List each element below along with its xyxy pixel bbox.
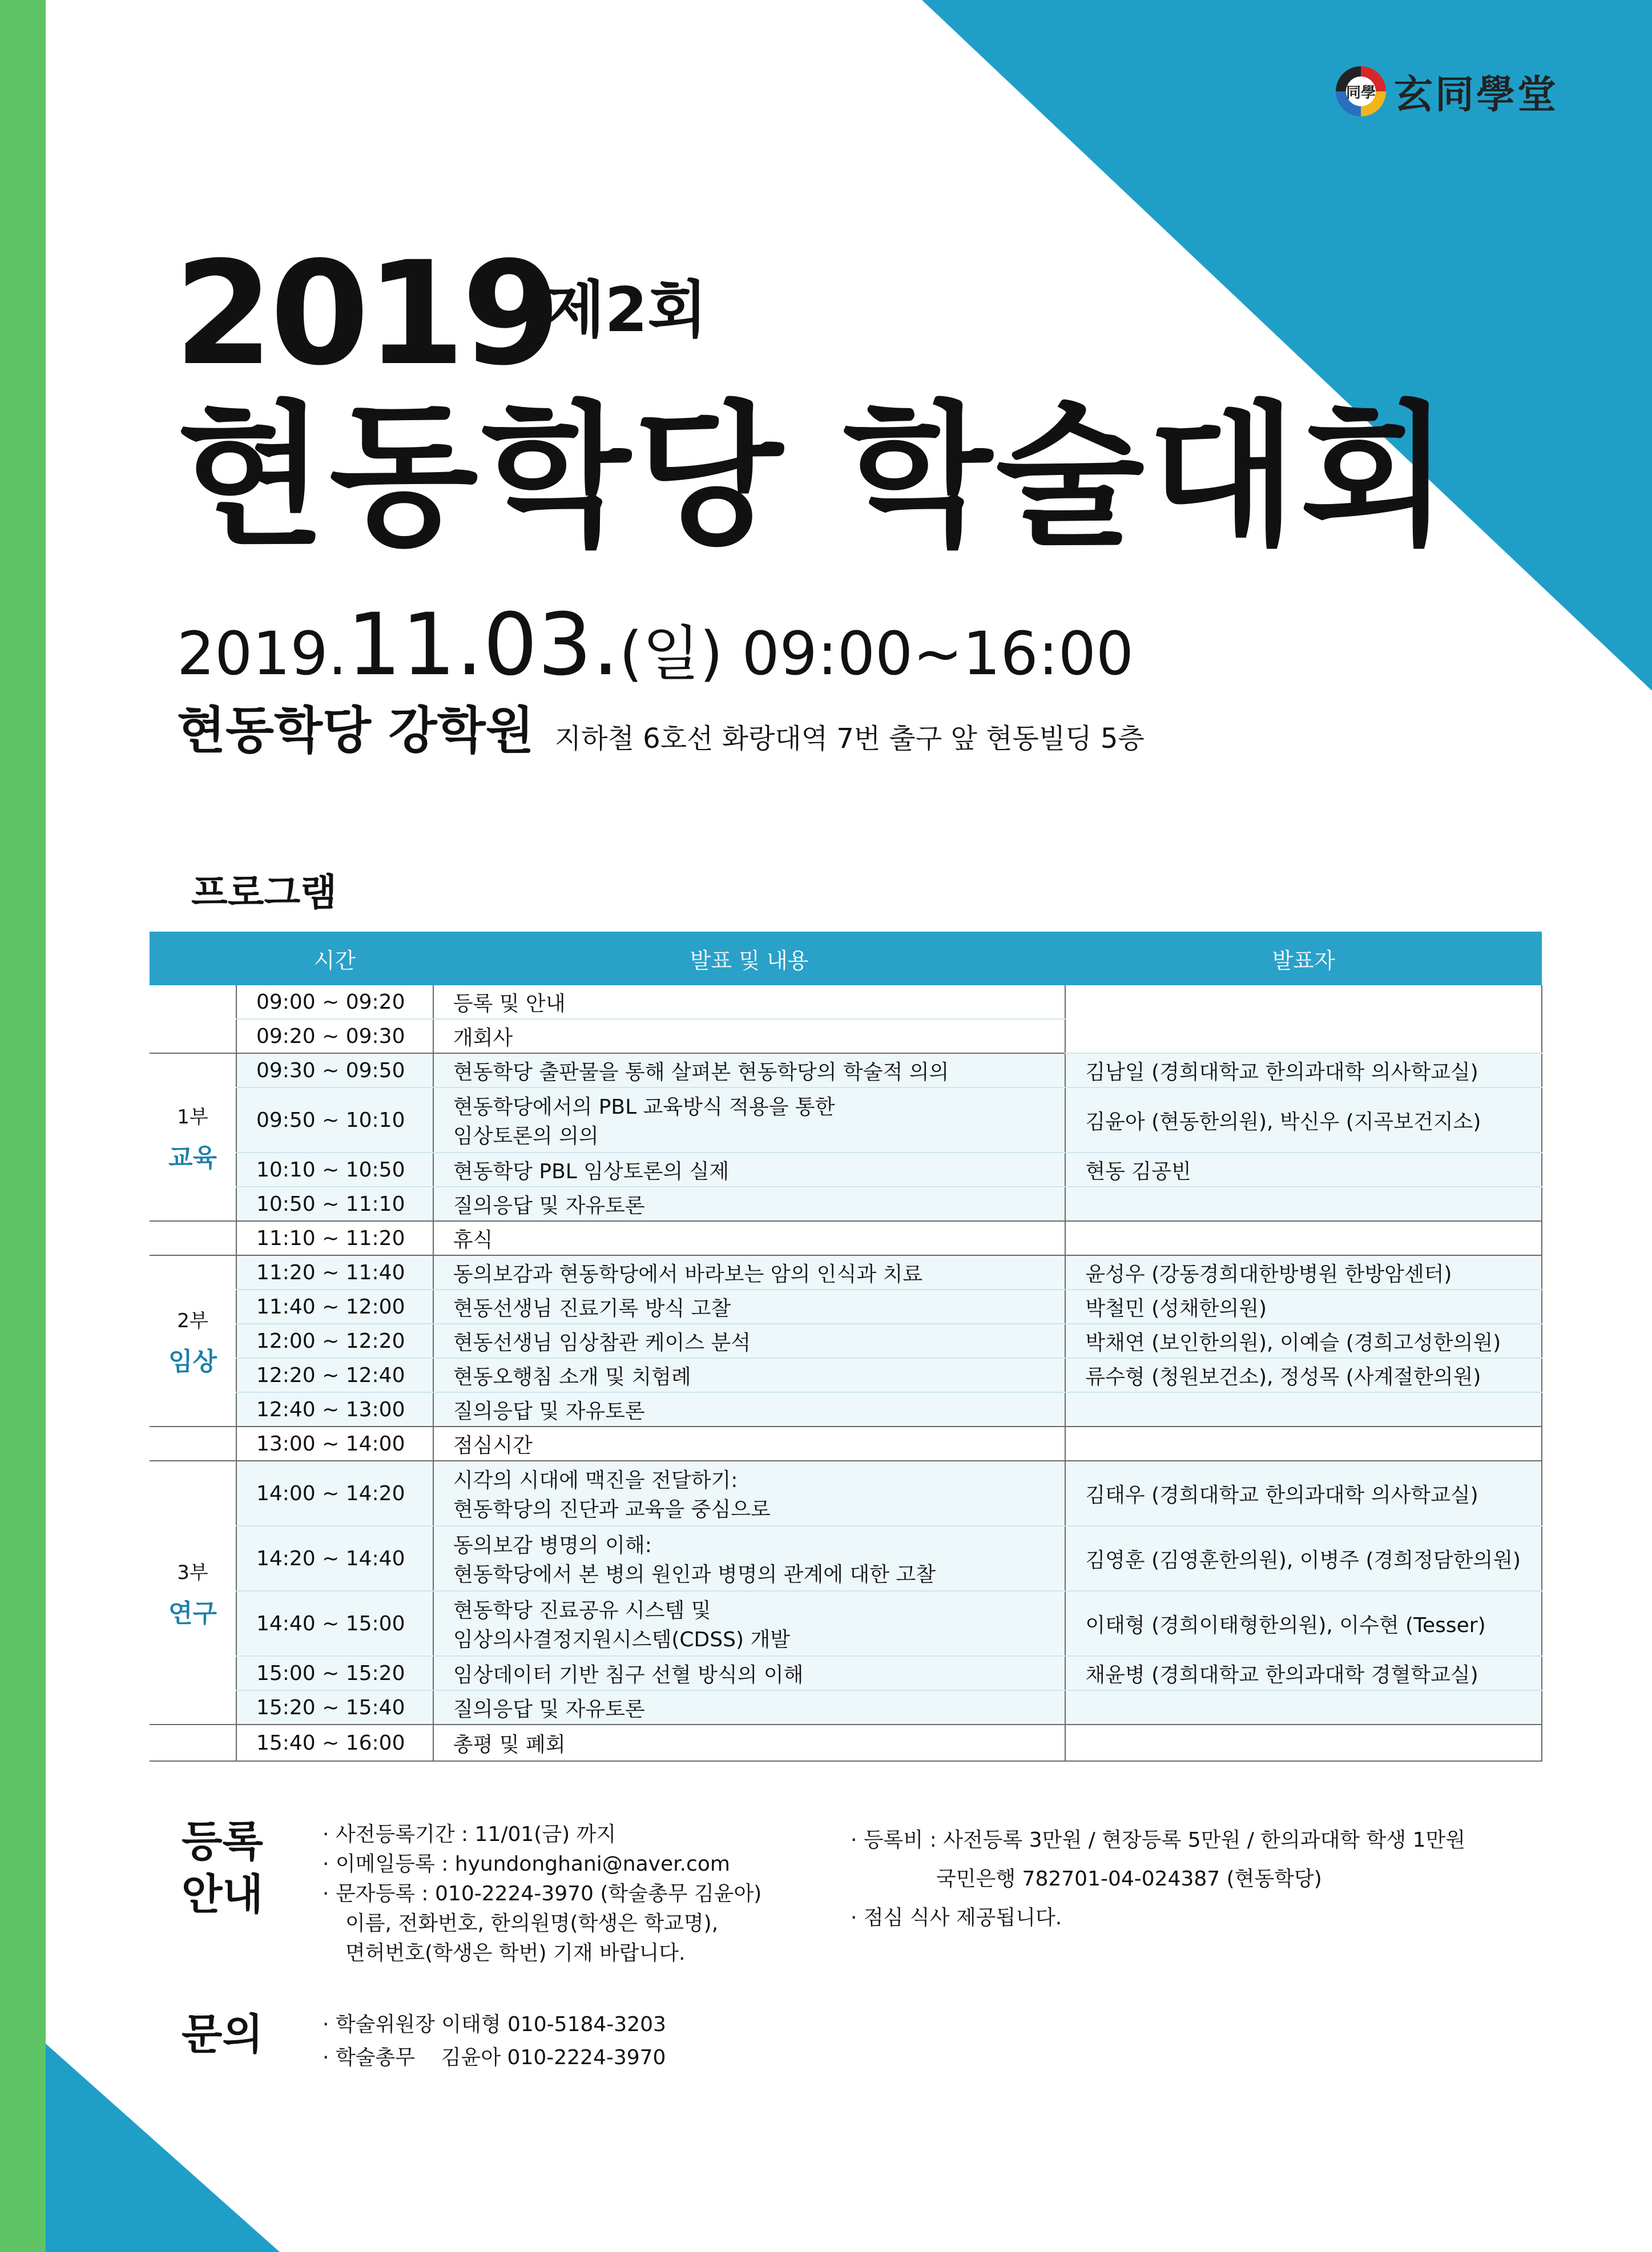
- logo: [1336, 63, 1558, 120]
- table-row: [150, 985, 1542, 1019]
- table-row: [150, 1324, 1542, 1358]
- presenter-cell: 김윤아 (현동한의원), 박신우 (지곡보건지소): [1065, 1087, 1542, 1153]
- time-cell: 09:50 ~ 10:10: [236, 1087, 433, 1153]
- registration-item: · 이메일등록 : hyundonghani@naver.com: [323, 1852, 730, 1876]
- presenter-cell: 김남일 (경희대학교 한의과대학 의사학교실): [1065, 1053, 1542, 1087]
- presenter-cell: [1065, 1187, 1542, 1221]
- table-row: [150, 1725, 1542, 1761]
- section-name: 연구: [168, 1598, 217, 1628]
- time-cell: 10:10 ~ 10:50: [236, 1153, 433, 1187]
- time-cell: 09:20 ~ 09:30: [236, 1019, 433, 1053]
- inquiry-item: · 학술위원장 이태형 010-5184-3203: [323, 2013, 666, 2036]
- time-cell: 14:40 ~ 15:00: [236, 1591, 433, 1656]
- content-cell: 휴식: [433, 1221, 1065, 1255]
- section-cell-1: [150, 1053, 236, 1221]
- presenter-cell: [1065, 1221, 1542, 1255]
- table-row: [150, 1392, 1542, 1427]
- table-row: [150, 1187, 1542, 1221]
- presenter-cell: 현동 김공빈: [1065, 1153, 1542, 1187]
- venue-address: 지하철 6호선 화랑대역 7번 출구 앞 현동빌딩 5층: [554, 723, 1145, 755]
- table-row: [150, 1053, 1542, 1087]
- content-cell: 임상데이터 기반 침구 선혈 방식의 이해: [433, 1656, 1065, 1690]
- presenter-cell: 류수형 (청원보건소), 정성목 (사계절한의원): [1065, 1358, 1542, 1392]
- content-cell: 동의보감과 현동학당에서 바라보는 암의 인식과 치료: [433, 1255, 1065, 1290]
- content-line-1: 동의보감 병명의 이해:: [453, 1534, 652, 1557]
- content-line-1: 현동학당 진료공유 시스템 및: [453, 1599, 711, 1622]
- registration-heading: [182, 1815, 263, 1921]
- venue-name: 현동학당 강학원: [177, 701, 534, 760]
- bank-account: 국민은행 782701-04-024387 (현동학당): [936, 1867, 1322, 1891]
- section-cell-lunch: [150, 1427, 236, 1461]
- logo-emblem-icon: [1336, 66, 1386, 116]
- presenter-cell: 김태우 (경희대학교 한의과대학 의사학교실): [1065, 1461, 1542, 1526]
- bottom-left-triangle: [46, 2044, 280, 2252]
- inquiry-item: · 학술총무 김윤아 010-2224-3970: [323, 2046, 666, 2069]
- registration-item: 면허번호(학생은 학번) 기재 바랍니다.: [345, 1941, 686, 1965]
- content-cell: 개회사: [433, 1019, 1065, 1053]
- section-number: 3부: [177, 1561, 208, 1584]
- content-cell: 현동오행침 소개 및 치험례: [433, 1358, 1065, 1392]
- registration-fee: · 등록비 : 사전등록 3만원 / 현장등록 5만원 / 한의과대학 학생 1만원: [851, 1828, 1466, 1852]
- time-cell: 15:20 ~ 15:40: [236, 1690, 433, 1725]
- content-line-2: 임상의사결정지원시스템(CDSS) 개발: [453, 1628, 791, 1651]
- registration-heading-line1: 등록: [182, 1817, 263, 1866]
- presenter-cell: [1065, 1392, 1542, 1427]
- section-cell-break: [150, 1221, 236, 1255]
- section-cell-closing: [150, 1725, 236, 1761]
- presenter-cell: 김영훈 (김영훈한의원), 이병주 (경희정담한의원): [1065, 1526, 1542, 1591]
- section-cell-2: [150, 1255, 236, 1427]
- event-venue: [177, 691, 1145, 763]
- table-row: [150, 1690, 1542, 1725]
- table-row: [150, 1255, 1542, 1290]
- registration-details-left: [323, 1820, 761, 1968]
- content-cell: 총평 및 폐회: [433, 1725, 1065, 1761]
- table-row: [150, 1290, 1542, 1324]
- table-row: [150, 1358, 1542, 1392]
- content-cell: [433, 1461, 1065, 1526]
- content-cell: 현동선생님 진료기록 방식 고찰: [433, 1290, 1065, 1324]
- registration-details-right: [851, 1821, 1465, 1937]
- content-cell: 질의응답 및 자유토론: [433, 1690, 1065, 1725]
- event-year: 2019: [174, 231, 558, 397]
- time-cell: 09:00 ~ 09:20: [236, 985, 433, 1019]
- registration-item: 이름, 전화번호, 한의원명(학생은 학교명),: [345, 1912, 719, 1935]
- time-cell: 11:10 ~ 11:20: [236, 1221, 433, 1255]
- logo-emblem-text: 同學: [1346, 76, 1376, 106]
- content-cell: [433, 1591, 1065, 1656]
- registration-item: · 사전등록기간 : 11/01(금) 까지: [323, 1823, 617, 1846]
- section-name: 임상: [168, 1347, 217, 1376]
- content-line-1: 현동학당에서의 PBL 교육방식 적용을 통한: [453, 1095, 835, 1119]
- logo-text: 玄同學堂: [1394, 71, 1559, 118]
- time-cell: 12:20 ~ 12:40: [236, 1358, 433, 1392]
- time-cell: 13:00 ~ 14:00: [236, 1427, 433, 1461]
- presenter-cell: [1065, 1690, 1542, 1725]
- time-cell: 09:30 ~ 09:50: [236, 1053, 433, 1087]
- time-cell: 15:40 ~ 16:00: [236, 1725, 433, 1761]
- lunch-note: · 점심 식사 제공됩니다.: [851, 1906, 1062, 1929]
- content-cell: [433, 1526, 1065, 1591]
- time-cell: 10:50 ~ 11:10: [236, 1187, 433, 1221]
- table-row: [150, 1461, 1542, 1526]
- content-cell: 질의응답 및 자유토론: [433, 1392, 1065, 1427]
- event-title: 현동학당 학술대회: [177, 386, 1453, 566]
- content-cell: 질의응답 및 자유토론: [433, 1187, 1065, 1221]
- content-line-2: 현동학당에서 본 병의 원인과 병명의 관계에 대한 고찰: [453, 1563, 936, 1586]
- table-header-row: [150, 932, 1542, 985]
- content-cell: 등록 및 안내: [433, 985, 1065, 1019]
- event-edition: 제2회: [545, 275, 707, 346]
- time-cell: 11:40 ~ 12:00: [236, 1290, 433, 1324]
- table-row: [150, 1087, 1542, 1153]
- content-line-1: 시각의 시대에 맥진을 전달하기:: [453, 1469, 738, 1492]
- presenter-cell: [1065, 985, 1542, 1053]
- inquiry-list: [323, 2008, 666, 2074]
- time-cell: 14:20 ~ 14:40: [236, 1526, 433, 1591]
- content-cell: 현동선생님 임상참관 케이스 분석: [433, 1324, 1065, 1358]
- header-content: 발표 및 내용: [433, 932, 1065, 985]
- time-cell: 11:20 ~ 11:40: [236, 1255, 433, 1290]
- inquiry-heading: 문의: [182, 2010, 263, 2059]
- registration-item: · 문자등록 : 010-2224-3970 (학술총무 김윤아): [323, 1882, 762, 1905]
- section-cell-opening: [150, 985, 236, 1053]
- presenter-cell: 채윤병 (경희대학교 한의과대학 경혈학교실): [1065, 1656, 1542, 1690]
- header-time: 시간: [236, 932, 433, 985]
- table-row: [150, 1221, 1542, 1255]
- section-cell-3: [150, 1461, 236, 1725]
- time-cell: 12:00 ~ 12:20: [236, 1324, 433, 1358]
- content-cell: 점심시간: [433, 1427, 1065, 1461]
- date-suffix: (일) 09:00~16:00: [619, 619, 1134, 688]
- content-line-2: 현동학당의 진단과 교육을 중심으로: [453, 1498, 771, 1521]
- program-table: [150, 932, 1542, 1762]
- table-row: [150, 1427, 1542, 1461]
- presenter-cell: 박채연 (보인한의원), 이예슬 (경희고성한의원): [1065, 1324, 1542, 1358]
- section-number: 2부: [177, 1309, 208, 1332]
- header-presenter: 발표자: [1065, 932, 1542, 985]
- content-cell: [433, 1087, 1065, 1153]
- section-name: 교육: [168, 1143, 217, 1173]
- table-row: [150, 1591, 1542, 1656]
- event-date: [177, 595, 1134, 695]
- content-cell: 현동학당 PBL 임상토론의 실제: [433, 1153, 1065, 1187]
- time-cell: 14:00 ~ 14:20: [236, 1461, 433, 1526]
- registration-heading-line2: 안내: [182, 1870, 263, 1919]
- presenter-cell: 박철민 (성채한의원): [1065, 1290, 1542, 1324]
- section-number: 1부: [177, 1105, 208, 1129]
- program-label: 프로그램: [191, 871, 337, 915]
- presenter-cell: [1065, 1427, 1542, 1461]
- table-row: [150, 1153, 1542, 1187]
- content-line-2: 임상토론의 의의: [453, 1125, 599, 1148]
- header-section: [150, 932, 236, 985]
- table-row: [150, 1526, 1542, 1591]
- time-cell: 15:00 ~ 15:20: [236, 1656, 433, 1690]
- presenter-cell: [1065, 1725, 1542, 1761]
- presenter-cell: 윤성우 (강동경희대한방병원 한방암센터): [1065, 1255, 1542, 1290]
- table-row: [150, 1656, 1542, 1690]
- content-cell: 현동학당 출판물을 통해 살펴본 현동학당의 학술적 의의: [433, 1053, 1065, 1087]
- presenter-cell: 이태형 (경희이태형한의원), 이수현 (Tesser): [1065, 1591, 1542, 1656]
- date-prefix: 2019.: [177, 619, 347, 688]
- date-big: 11.03.: [346, 595, 619, 695]
- time-cell: 12:40 ~ 13:00: [236, 1392, 433, 1427]
